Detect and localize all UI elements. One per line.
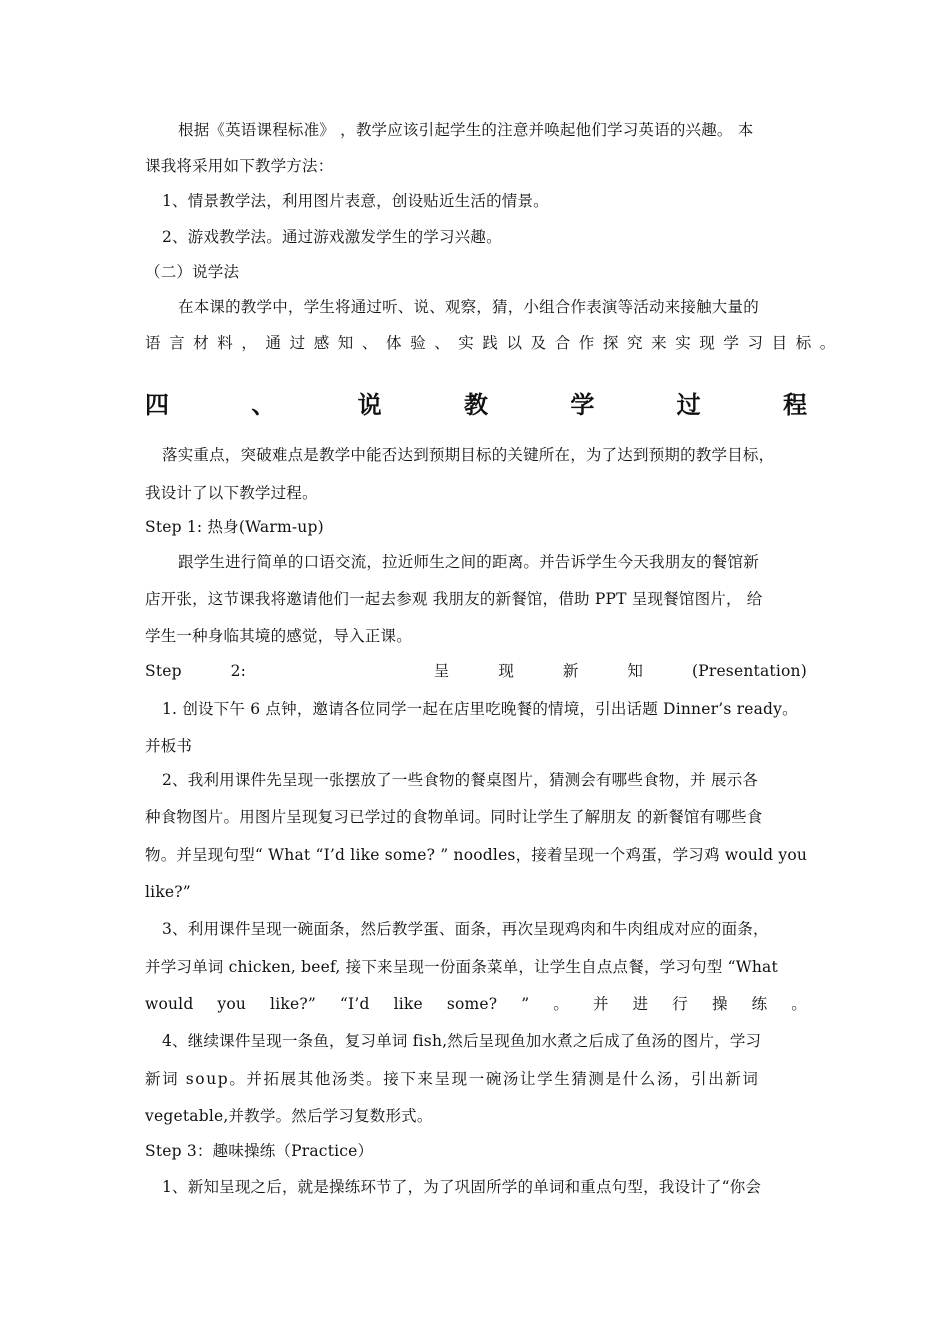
paragraph-line: 并学习单词 chicken, beef, 接下来呈现一份面条菜单，让学生自点点餐，学习句型 “What: [145, 958, 778, 976]
paragraph-line: 我设计了以下教学过程。: [145, 484, 318, 502]
word: would: [145, 995, 194, 1013]
step-heading: Step 3：趣味操练（Practice）: [145, 1142, 374, 1160]
list-item: 1、情景教学法，利用图片表意，创设贴近生活的情景。: [162, 192, 549, 210]
paragraph-line: 种食物图片。用图片呈现复习已学过的食物单词。同时让学生了解朋友 的新餐馆有哪些食: [145, 808, 763, 826]
paragraph-line: 学生一种身临其境的感觉，导入正课。: [145, 627, 412, 645]
paragraph-line: 跟学生进行简单的口语交流，拉近师生之间的距离。并告诉学生今天我朋友的餐馆新: [178, 553, 759, 571]
paragraph-line: 落实重点，突破难点是教学中能否达到预期目标的关键所在，为了达到预期的教学目标，: [162, 446, 775, 464]
list-item: 2、游戏教学法。通过游戏激发学生的学习兴趣。: [162, 228, 502, 246]
list-item: 4、继续课件呈现一条鱼，复习单词 fish,然后呈现鱼加水煮之后成了鱼汤的图片，学习: [162, 1032, 762, 1050]
heading-char: 程: [782, 390, 807, 419]
step-heading: Step 1: 热身(Warm-up): [145, 518, 324, 536]
paragraph-line: 新词 soup。并拓展其他汤类。接下来呈现一碗汤让学生猜测是什么汤，引出新词: [145, 1070, 760, 1088]
list-item: 3、利用课件呈现一碗面条，然后教学蛋、面条，再次呈现鸡肉和牛肉组成对应的面条，: [162, 920, 769, 938]
paragraph-line: vegetable,并教学。然后学习复数形式。: [145, 1107, 433, 1125]
heading-char: 过: [676, 390, 701, 419]
paragraph-line: 课我将采用如下教学方法：: [145, 157, 334, 175]
word: like?”: [270, 995, 316, 1013]
list-item: 1. 创设下午 6 点钟，邀请各位同学一起在店里吃晚餐的情境，引出话题 Dinner’s ready。: [162, 700, 798, 718]
step-heading: [145, 661, 807, 681]
heading-char: 、: [251, 390, 276, 419]
paragraph-line: 物。并呈现句型“ What “I’d like some? ” noodles，接着呈现一个鸡蛋，学习鸡 would you: [145, 846, 808, 864]
word: 进: [632, 995, 649, 1013]
paragraph-line: 并板书: [145, 737, 193, 755]
paragraph-line: [145, 994, 807, 1014]
word: 练: [751, 995, 768, 1013]
paragraph-line: 店开张，这节课我将邀请他们一起去参观 我朋友的新餐馆，借助 PPT 呈现餐馆图片， 给: [145, 590, 763, 608]
paragraph-line: like?”: [145, 883, 191, 901]
heading-char: 学: [570, 390, 595, 419]
word: ”: [521, 995, 530, 1013]
word: 操: [711, 995, 728, 1013]
heading-char: 教: [463, 390, 488, 419]
step-word: 知: [627, 662, 644, 680]
word: 。: [553, 995, 570, 1013]
paragraph-line: 根据《英语课程标准》 ，教学应该引起学生的注意并唤起他们学习英语的兴趣。 本: [178, 121, 754, 139]
word: some?: [446, 995, 498, 1013]
word: you: [217, 995, 247, 1013]
step-word: 2:: [230, 662, 247, 680]
paragraph-line: 在本课的教学中，学生将通过听、说、观察，猜，小组合作表演等活动来接触大量的: [178, 298, 759, 316]
word: 。: [791, 995, 807, 1013]
word: like: [393, 995, 423, 1013]
step-word: Step: [145, 662, 182, 680]
step-word: 新: [562, 662, 579, 680]
section-subheading: （二）说学法: [145, 263, 240, 281]
heading-char: 说: [357, 390, 382, 419]
step-word: (Presentation): [691, 662, 807, 680]
list-item: 1、新知呈现之后，就是操练环节了，为了巩固所学的单词和重点句型，我设计了“你会: [162, 1178, 762, 1196]
heading-char: 四: [145, 390, 169, 419]
word: “I’d: [339, 995, 370, 1013]
step-word: 呈: [433, 662, 450, 680]
paragraph-line: 语言材料，通过感知、体验、实践以及合作探究来实现学习目标。: [145, 334, 844, 352]
section-heading: [145, 390, 807, 420]
list-item: 2、我利用课件先呈现一张摆放了一些食物的餐桌图片，猜测会有哪些食物，并 展示各: [162, 771, 759, 789]
word: 并: [592, 995, 609, 1013]
step-word: 现: [498, 662, 515, 680]
word: 行: [672, 995, 688, 1013]
